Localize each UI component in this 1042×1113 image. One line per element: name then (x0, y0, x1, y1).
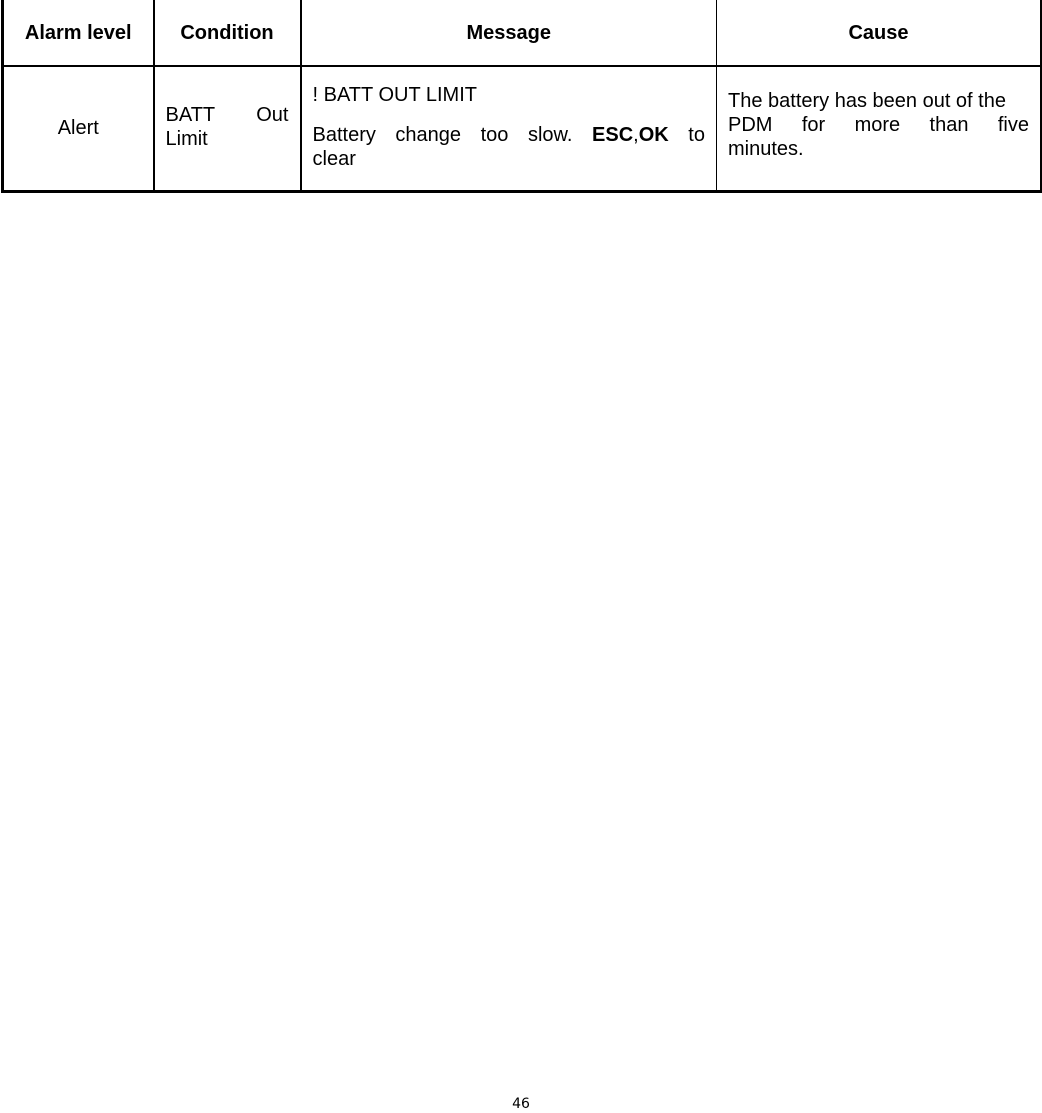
condition-word: BATT (165, 104, 216, 126)
cause-word: five (997, 114, 1029, 136)
cell-condition (154, 66, 301, 191)
message-body (313, 123, 706, 171)
header-cause: Cause (717, 0, 1042, 66)
condition-word: Out (256, 104, 289, 126)
header-message: Message (301, 0, 717, 66)
alarm-table (1, 0, 1042, 193)
cell-cause (717, 66, 1042, 191)
cause-word: PDM (728, 114, 773, 136)
cause-word: for (801, 114, 826, 136)
esc-key-label: ESC (592, 124, 634, 146)
header-alarm-level: Alarm level (3, 0, 154, 66)
cause-word: than (929, 114, 969, 136)
cause-word: more (854, 114, 901, 136)
message-title: ! BATT OUT LIMIT (312, 84, 477, 106)
ok-key-label: OK (638, 124, 669, 146)
cause-line: minutes. (728, 138, 804, 160)
cause-line (728, 113, 1029, 137)
key-separator: , (633, 124, 639, 146)
cause-line: The battery has been out of the (728, 90, 1006, 112)
header-condition: Condition (154, 0, 301, 66)
table-row (3, 66, 1042, 191)
message-word: to (688, 124, 705, 146)
message-keys (592, 123, 669, 147)
page-number: 46 (512, 1096, 530, 1112)
message-word: slow. (527, 124, 573, 146)
message-word: too (480, 124, 509, 146)
message-word: change (395, 124, 462, 146)
message-word: Battery (312, 124, 376, 146)
message-word: clear (312, 148, 356, 170)
cell-alarm-level: Alert (3, 66, 154, 191)
condition-word: Limit (165, 128, 208, 150)
cell-message (301, 66, 717, 191)
table-header-row (3, 0, 1042, 66)
message-line (313, 123, 706, 147)
condition-line (166, 103, 289, 127)
